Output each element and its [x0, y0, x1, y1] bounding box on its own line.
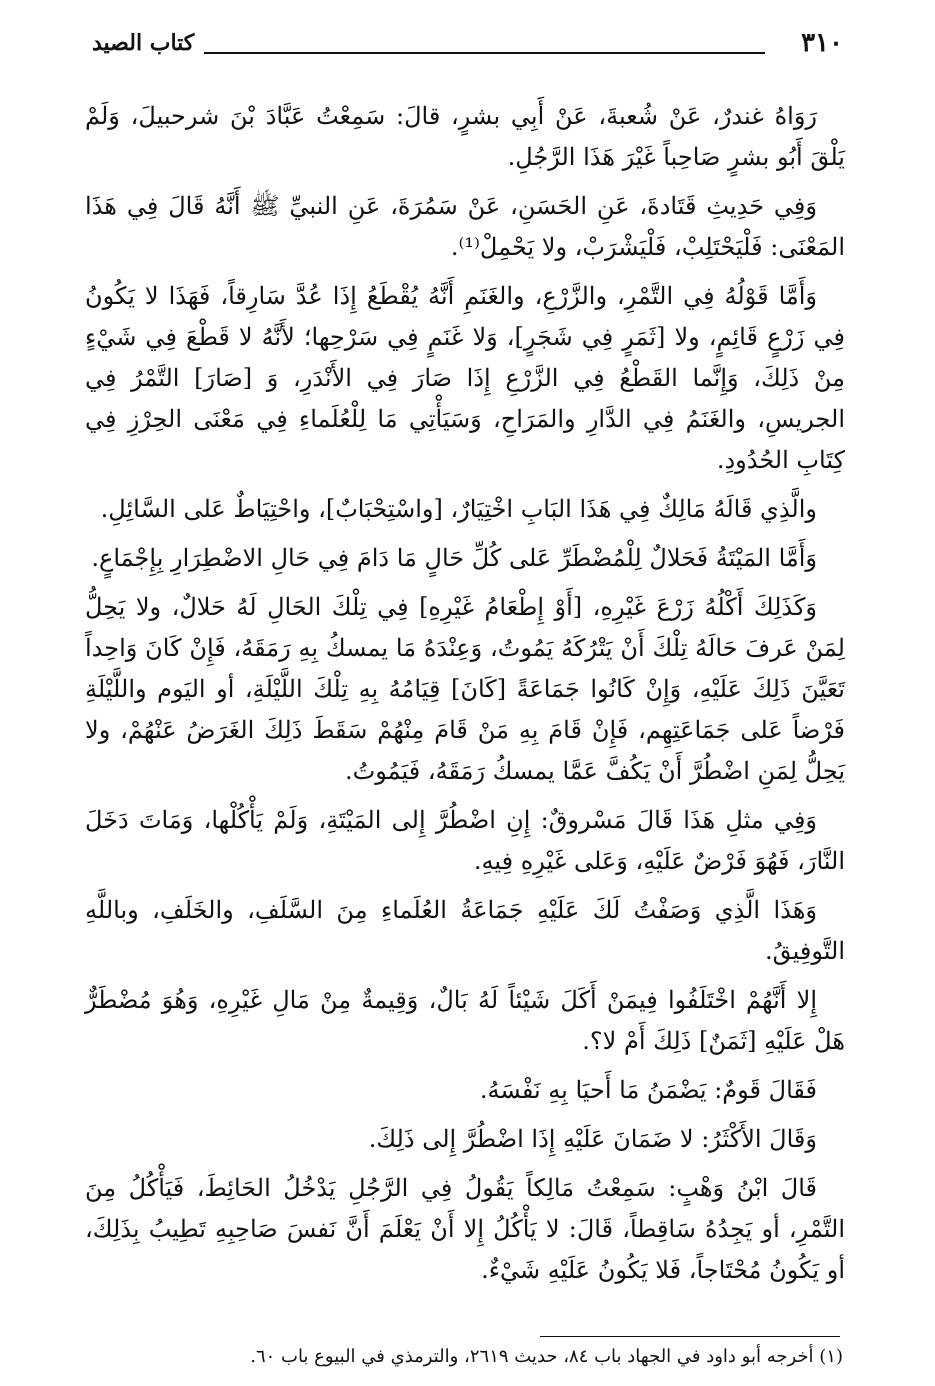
page-header — [92, 26, 843, 60]
paragraph: وَقَالَ الأَكْثَرُ: لا ضَمَانَ عَلَيْهِ إِذَا اضْطُرَّ إِلى ذَلِكَ. — [368, 1125, 817, 1153]
header-rule — [204, 52, 765, 54]
paragraph: فَقَالَ قَومٌ: يَضْمَنُ مَا أَحيَا بِهِ نَفْسَهُ. — [479, 1076, 817, 1104]
main-text — [85, 96, 845, 1299]
paragraph: قَالَ ابْنُ وَهْبٍ: سَمِعْتُ مَالِكاً يَقُولُ فِي الرَّجُلِ يَدْخُلُ الحَائِطَ، فَيَأْكُلُ مِنَ التَّمْرِ، أو يَجِدُهُ سَاقِطاً، قَالَ: لا يَأْكُلُ إِلا أَنْ يَعْلَمَ أَنَّ نَفسَ صَاحِبِهِ تَطِيبُ بِذَلِكَ، أو يَكُونُ مُحْتَاجاً، فَلا يَكُونُ عَلَيْهِ شَيْءٌ. — [85, 1174, 845, 1284]
paragraph: إِلا أَنَّهُمْ اخْتَلَفُوا فِيمَنْ أَكَلَ شَيْئاً لَهُ بَالٌ، وَقِيمةٌ مِنْ مَالِ غَيْرِهِ، وَهُوَ مُضْطَرٌّ هَلْ عَلَيْهِ [ثَمَنٌ] ذَلِكَ أَمْ لا؟. — [85, 986, 845, 1055]
footnote: (١) أخرجه أبو داود في الجهاد باب ٨٤، حديث ٢٦١٩، والترمذي في البيوع باب ٦٠. — [250, 1346, 843, 1367]
paragraph: وَفِي مثلِ هَذَا قَالَ مَسْروقٌ: إِنِ اضْطُرَّ إِلى المَيْتَةِ، وَلَمْ يَأْكُلْها، وَمَاتَ دَخَلَ النَّارَ، فَهُوَ فَرْضٌ عَلَيْهِ، وَعَلى غَيْرِهِ فِيهِ. — [85, 806, 845, 875]
paragraph: رَوَاهُ غندرٌ، عَنْ شُعبةَ، عَنْ أَبِي بشرٍ، قالَ: سَمِعْتُ عَبَّادَ بْنَ شرحبيلَ، وَلَمْ يَلْقَ أَبُو بشرٍ صَاحِباً غَيْرَ هَذَا الرَّجُلِ. — [85, 102, 845, 171]
running-title: كتاب الصيد — [92, 30, 195, 56]
paragraph: وَهَذَا الَّذِي وَصَفْتُ لَكَ عَلَيْهِ جَمَاعَةُ العُلَماءِ مِنَ السَّلَفِ، والخَلَفِ، وباللَّهِ التَّوفِيقُ. — [85, 896, 845, 965]
paragraph: وَفِي حَدِيثِ قَتَادةَ، عَنِ الحَسَنِ، عَنْ سَمُرَةَ، عَنِ النبيِّ ﷺ أَنَّهُ قَالَ فِي هَذَا المَعْنَى: فَلْيَحْتَلِبْ، فَلْيَشْرَبْ، ولا يَحْمِلْ⁽¹⁾. — [85, 192, 845, 261]
paragraph: والَّذِي قَالَهُ مَالِكٌ فِي هَذَا البَابِ اخْتِيَارٌ، [واسْتِحْبَابٌ]، واحْتِيَاطٌ عَلى السَّائِلِ. — [100, 495, 817, 523]
footnote-separator — [540, 1336, 840, 1337]
paragraph: وَأَمَّا قَوْلُهُ فِي التَّمْرِ، والزَّرْعِ، والغَنَمِ أَنَّهُ يُقْطَعُ إِذَا عُدَّ سَارِقاً، فَهَذَا لا يَكُونُ فِي زَرْعٍ قَائِمٍ، ولا [ثَمَرٍ فِي شَجَرٍ]، وَلا غَنَمٍ فِي سَرْحِها؛ لأَنَّهُ لا قَطْعَ فِي شَيْءٍ مِنْ ذَلِكَ، وَإِنَّما القَطْعُ فِي الزَّرْعِ إِذَا صَارَ فِي الأَنْدَرِ، وَ [صَارَ] التَّمْرُ فِي الجريسِ، والغَنَمُ فِي الدَّارِ والمَرَاحِ، وَسَيَأْتِي مَا لِلْعُلَماءِ فِي مَعْنَى الحِرْزِ فِي كِتَابِ الحُدُودِ. — [85, 282, 845, 474]
paragraph: وَأَمَّا المَيْتَةُ فَحَلالٌ لِلْمُضْطَرِّ عَلى كُلِّ حَالٍ مَا دَامَ فِي حَالِ الاضْطِرَارِ بِإِجْمَاعٍ. — [91, 544, 817, 572]
paragraph: وَكَذَلِكَ أَكْلُهُ زَرْعَ غَيْرِهِ، [أَوْ إِطْعَامُ غَيْرِهِ] فِي تِلْكَ الحَالِ لَهُ حَلالٌ، ولا يَحِلُّ لِمَنْ عَرفَ حَالَهُ تِلْكَ أَنْ يَتْرُكَهُ يَمُوتُ، وَعِنْدَهُ مَا يمسكُ بِهِ رَمَقَهُ، فَإِنْ كَانَ وَاحِداً تَعَيَّنَ ذَلِكَ عَلَيْهِ، وَإِنْ كَانُوا جَمَاعَةً [كَانَ] قِيَامُهُ بِهِ تِلْكَ اللَّيْلَةِ، أو اليَوم واللَّيْلَةِ فَرْضاً عَلى جَمَاعَتِهِم، فَإِنْ قَامَ بِهِ مَنْ قَامَ مِنْهُمْ سَقَطَ ذَلِكَ الغَرَضُ عَنْهُمْ، ولا يَحِلُّ لِمَنِ اضْطُرَّ أَنْ يَكُفَّ عَمَّا يمسكُ رَمَقَهُ، فَيَمُوتُ. — [85, 593, 845, 785]
page-number: ٣١٠ — [801, 28, 843, 58]
